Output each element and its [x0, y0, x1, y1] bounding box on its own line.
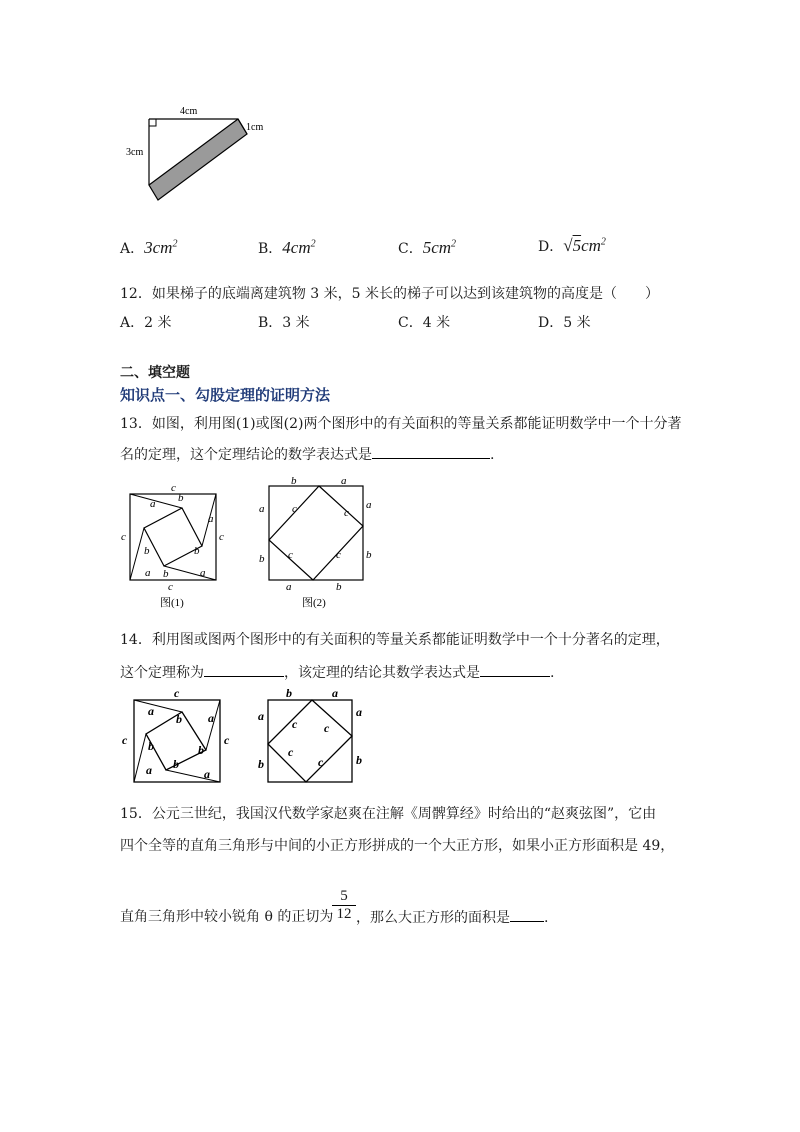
svg-text:a: a	[146, 763, 152, 777]
q11-option-a[interactable]	[120, 238, 177, 258]
svg-text:c: c	[171, 482, 176, 494]
svg-text:b: b	[198, 743, 204, 757]
svg-text:a: a	[356, 705, 362, 719]
option-letter: C．	[398, 241, 423, 257]
right-angle-mark	[149, 119, 156, 126]
label-1cm: 1cm	[246, 122, 264, 133]
svg-text:c: c	[122, 733, 128, 747]
svg-text:b: b	[176, 712, 182, 726]
q12-stem: 12．如果梯子的底端离建筑物 3 米，5 米长的梯子可以达到该建筑物的高度是（ ）	[120, 286, 659, 302]
svg-text:b: b	[366, 549, 372, 561]
svg-text:a: a	[286, 581, 292, 593]
svg-text:c: c	[168, 581, 173, 593]
svg-text:a: a	[332, 686, 338, 700]
svg-text:c: c	[336, 549, 341, 561]
q12-option-c[interactable]: C．4 米	[398, 315, 451, 331]
q11-option-d[interactable]	[538, 236, 606, 256]
section-title: 二、填空题	[120, 365, 190, 381]
svg-text:a: a	[366, 499, 372, 511]
q13-figure-2	[256, 476, 381, 612]
q13-answer-blank[interactable]	[372, 444, 490, 459]
svg-text:b: b	[148, 739, 154, 753]
svg-text:b: b	[336, 581, 342, 593]
svg-text:a: a	[150, 498, 156, 510]
q15-line1: 15．公元三世纪，我国汉代数学家赵爽在注解《周髀算经》时给出的“赵爽弦图”，它由	[120, 806, 657, 822]
svg-text:a: a	[200, 567, 206, 579]
label-3cm: 3cm	[126, 147, 144, 158]
svg-text:b: b	[144, 545, 150, 557]
q15-line3-b: ，那么大正方形的面积是 .	[356, 907, 548, 928]
option-value: $3cm^2$	[144, 238, 178, 257]
q15-line3-a: 直角三角形中较小锐角 θ 的正切为	[120, 909, 334, 925]
svg-text:c: c	[344, 507, 349, 519]
fraction-numerator: 5	[340, 888, 348, 904]
q14-figure-1	[118, 688, 238, 788]
q11-option-b[interactable]	[258, 238, 316, 258]
figure-caption-1: 图(1)	[160, 597, 184, 609]
svg-text:a: a	[208, 513, 214, 525]
svg-text:a: a	[204, 767, 210, 781]
svg-text:b: b	[173, 757, 179, 771]
svg-text:c: c	[324, 721, 330, 735]
svg-text:c: c	[292, 717, 298, 731]
svg-text:c: c	[288, 549, 293, 561]
q14-blank-2[interactable]	[480, 662, 550, 677]
svg-text:c: c	[174, 688, 180, 700]
q12-option-d[interactable]: D．5 米	[538, 315, 591, 331]
svg-text:b: b	[291, 476, 297, 487]
q14-figure-2	[256, 686, 366, 786]
q13-line2: 名的定理，这个定理结论的数学表达式是 .	[120, 444, 494, 465]
q13-line1: 13．如图，利用图(1)或图(2)两个图形中的有关面积的等量关系都能证明数学中一个十分著	[120, 416, 682, 432]
q15-answer-blank[interactable]	[510, 907, 544, 922]
option-letter: D．	[538, 239, 564, 255]
q14-blank-1[interactable]	[204, 662, 284, 677]
svg-text:c: c	[288, 745, 294, 759]
q12-option-a[interactable]: A．2 米	[120, 315, 172, 331]
q14-line1: 14．利用图或图两个图形中的有关面积的等量关系都能证明数学中一个十分著名的定理，	[120, 632, 670, 648]
svg-text:a: a	[259, 503, 265, 515]
q14-line2: 这个定理称为 ，该定理的结论其数学表达式是 .	[120, 662, 554, 683]
svg-text:b: b	[258, 757, 264, 771]
svg-text:c: c	[318, 755, 324, 769]
svg-text:b: b	[259, 553, 265, 565]
option-letter: B．	[258, 241, 283, 257]
shaded-strip	[149, 119, 247, 200]
svg-text:b: b	[356, 753, 362, 767]
q11-figure	[120, 100, 280, 210]
label-4cm: 4cm	[180, 106, 198, 117]
svg-text:a: a	[208, 711, 214, 725]
fraction-denominator: 12	[336, 906, 352, 922]
q12-option-b[interactable]: B．3 米	[258, 315, 310, 331]
option-value: $√5cm^2$	[563, 236, 606, 255]
option-letter: A．	[120, 241, 145, 257]
svg-text:c: c	[292, 503, 297, 515]
option-value: $4cm^2$	[282, 238, 316, 257]
option-value: $5cm^2$	[422, 238, 457, 257]
svg-text:a: a	[258, 709, 264, 723]
svg-text:b: b	[178, 492, 184, 504]
svg-text:b: b	[286, 686, 292, 700]
svg-text:a: a	[148, 704, 154, 718]
svg-text:b: b	[194, 545, 200, 557]
q11-option-c[interactable]	[398, 238, 456, 258]
tan-fraction	[332, 888, 356, 923]
svg-text:c: c	[121, 531, 126, 543]
figure-caption-2: 图(2)	[302, 597, 326, 609]
svg-text:c: c	[224, 733, 230, 747]
svg-text:a: a	[341, 476, 347, 487]
svg-text:c: c	[219, 531, 224, 543]
q13-figure-1	[118, 482, 228, 612]
knowledge-point-title: 知识点一、勾股定理的证明方法	[120, 386, 331, 404]
q15-line2: 四个全等的直角三角形与中间的小正方形拼成的一个大正方形，如果小正方形面积是 49，	[120, 838, 675, 854]
svg-text:a: a	[145, 567, 151, 579]
sqrt-icon: √	[563, 236, 573, 255]
svg-text:b: b	[163, 568, 169, 580]
